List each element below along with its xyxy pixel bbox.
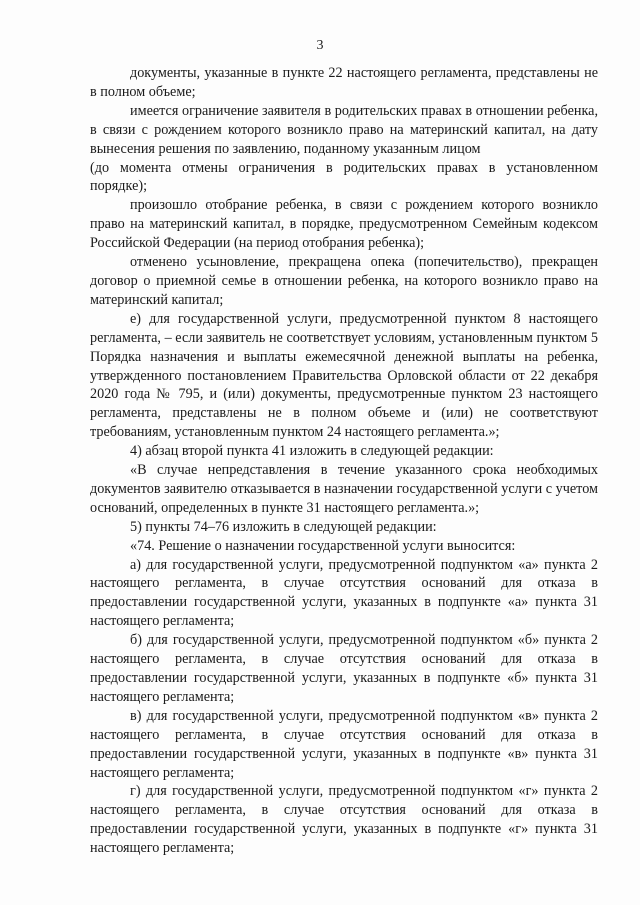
paragraph-1: документы, указанные в пункте 22 настоящего регламента, представлены не в полном объеме;	[90, 65, 598, 100]
paragraph-2: имеется ограничение заявителя в родительских правах в отношении ребенка, в связи с рождением которого возникло право на материнский капитал, на дату вынесения решения по заявлению, поданному указанным лицом	[90, 102, 598, 157]
paragraph-10: «74. Решение о назначении государственной услуги выносится:	[130, 537, 516, 554]
paragraph-5: отменено усыновление, прекращена опека (попечительство), прекращен договор о приемной семье в отношении ребенка, на которого возникло право на материнский капитал;	[90, 254, 598, 308]
paragraph-7: 4) абзац второй пункта 41 изложить в следующей редакции:	[130, 443, 494, 460]
paragraph-3: (до момента отмены ограничения в родительских правах в установленном порядке);	[90, 159, 598, 195]
paragraph-13: в) для государственной услуги, предусмотренной подпунктом «в» пункта 2 настоящего регламента, в случае отсутствия оснований для отказа в предоставлении государственной услуги, указанных в подпункте «в» пункта 31 настоящего регламента;	[90, 707, 598, 781]
paragraph-11: а) для государственной услуги, предусмотренной подпунктом «а» пункта 2 настоящего регламента, в случае отсутствия оснований для отказа в предоставлении государственной услуги, указанных в подпункте «а» пункта 31 настоящего регламента;	[90, 556, 598, 630]
paragraph-12: б) для государственной услуги, предусмотренной подпунктом «б» пункта 2 настоящего регламента, в случае отсутствия оснований для отказа в предоставлении государственной услуги, указанных в подпункте «б» пункта 31 настоящего регламента;	[90, 632, 598, 705]
document-body	[90, 64, 598, 858]
paragraph-9: 5) пункты 74–76 изложить в следующей редакции:	[130, 518, 437, 535]
paragraph-8: «В случае непредставления в течение указанного срока необходимых документов заявителю отказывается в назначении государственной услуги с учетом оснований, определенных в пункте 31 настоящего регламента.»;	[90, 462, 598, 516]
paragraph-4: произошло отобрание ребенка, в связи с рождением которого возникло право на материнский капитал, в порядке, предусмотренном Семейным кодексом Российской Федерации (на период отобрания ребенка);	[90, 197, 598, 252]
page-number: 3	[316, 38, 324, 53]
paragraph-6: е) для государственной услуги, предусмотренной пунктом 8 настоящего регламента, – если заявитель не соответствует условиям, установленным пунктом 5 Порядка назначения и выплаты ежемесячной денежной выплаты на ребенка, утвержденного постановлением Правительства Орловской области от 22 декабря 2020 года № 795, и (или) документы, предусмотренные пунктом 23 настоящего регламента, представлены не в полном объеме и (или) не соответствуют требованиям, установленным пунктом 24 настоящего регламента.»;	[90, 310, 598, 441]
paragraph-14: г) для государственной услуги, предусмотренной подпунктом «г» пункта 2 настоящего регламента, в случае отсутствия оснований для отказа в предоставлении государственной услуги, указанных в подпункте «г» пункта 31 настоящего регламента;	[90, 783, 598, 857]
